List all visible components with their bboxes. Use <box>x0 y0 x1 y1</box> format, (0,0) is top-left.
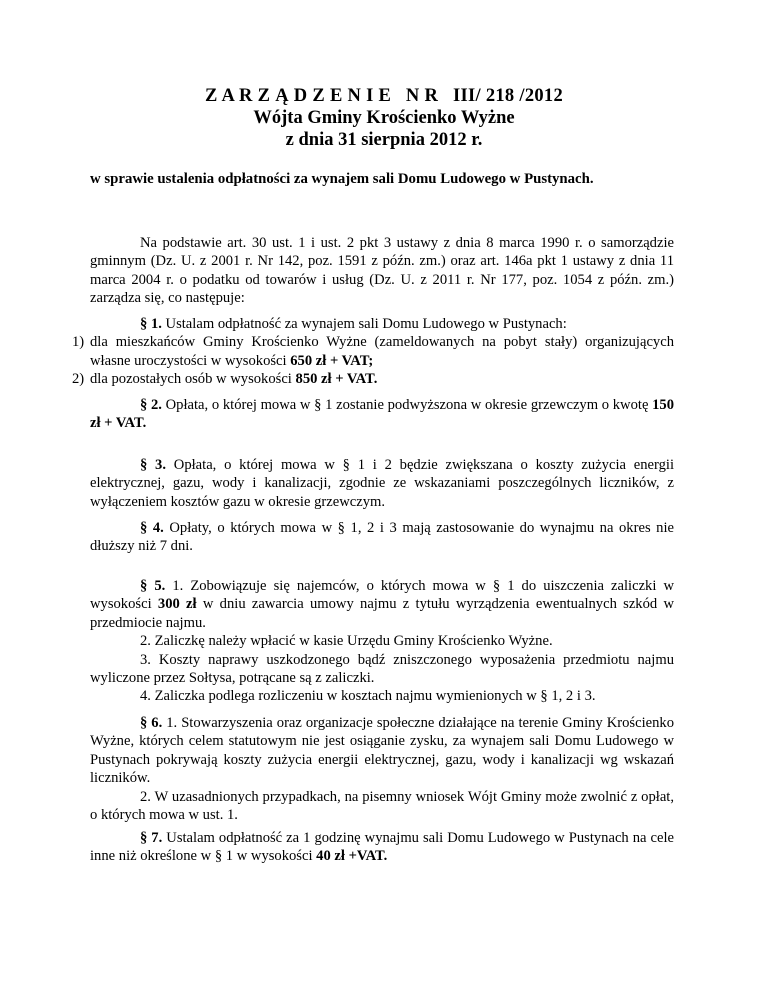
section-7-amount: 40 zł +VAT. <box>316 848 388 865</box>
item-amount: 850 zł + VAT. <box>295 371 378 388</box>
section-7 <box>90 829 674 866</box>
section-3-text: Opłata, o której mowa w § 1 i 2 będzie zwiększana o koszty zużycia energii elektrycznej, gazu, wody i kanalizacji, zgodnie ze wskazaniami poszczególnych liczników, z wyłączeniem kosztów gazu w okresie grzewczym. <box>90 457 675 510</box>
document-title: Z A R Z Ą D Z E N I E N R III/ 218 /2012 <box>204 86 564 106</box>
item-number: 1) <box>72 334 85 351</box>
section-2-amount: 150 zł + VAT. <box>90 397 674 432</box>
section-6-p1: 1. Stowarzyszenia oraz organizacje społeczne działające na terenie Gminy Krościenko Wyżne, których celem statutowym nie jest osiąganie zysku, za wynajem sali Domu Ludowego w Pustynach pokrywają koszty zużycia energii elektrycznej, gazu, wody i kanalizacji wg wskazań liczników. <box>90 715 674 787</box>
section-4 <box>90 519 674 556</box>
section-2 <box>90 396 674 433</box>
item-text: dla pozostałych osób w wysokości <box>90 371 296 388</box>
preamble <box>90 234 674 308</box>
item-amount: 650 zł + VAT; <box>290 352 374 369</box>
item-number: 2) <box>72 371 85 388</box>
section-5-mark: § 5. <box>140 578 166 594</box>
section-4-text: Opłaty, o których mowa w § 1, 2 i 3 mają zastosowanie do wynajmu na okres nie dłuższy niż 7 dni. <box>90 520 675 555</box>
section-2-text: Opłata, o której mowa w § 1 zostanie podwyższona w okresie grzewczym o kwotę <box>161 397 653 413</box>
section-5-p4: 4. Zaliczka podlega rozliczeniu w kosztach najmu wymienionych w § 1, 2 i 3. <box>140 688 596 705</box>
section-3 <box>90 456 674 511</box>
section-6 <box>90 714 674 824</box>
section-1-item-2 <box>72 370 674 388</box>
section-5-p1a: 1. Zobowiązuje się najemców, o których mowa w § 1 do uiszczenia zaliczki w wysokości <box>90 578 674 613</box>
document-author: Wójta Gminy Krościenko Wyżne <box>253 108 515 128</box>
section-5 <box>90 577 674 706</box>
section-6-mark: § 6. <box>140 715 163 731</box>
section-1-item-1 <box>72 333 674 370</box>
section-7-text: Ustalam odpłatność za 1 godzinę wynajmu sali Domu Ludowego w Pustynach na cele inne niż określone w § 1 w wysokości <box>90 830 675 865</box>
section-3-mark: § 3. <box>140 457 167 473</box>
document-subject: w sprawie ustalenia odpłatności za wynajem sali Domu Ludowego w Pustynach. <box>90 171 594 187</box>
section-1-text: Ustalam odpłatność za wynajem sali Domu Ludowego w Pustynach: <box>161 316 567 332</box>
section-1 <box>72 315 674 389</box>
section-5-p3: 3. Koszty naprawy uszkodzonego bądź zniszczonego wyposażenia przedmiotu najmu wyliczone przez Sołtysa, potrącane są z zaliczki. <box>90 651 674 687</box>
section-5-amount: 300 zł <box>157 596 197 613</box>
section-2-mark: § 2. <box>140 397 162 413</box>
item-text: dla mieszkańców Gminy Krościenko Wyżne (zameldowanych na pobyt stały) organizujących własne uroczystości w wysokości <box>90 334 674 369</box>
preamble-text: Na podstawie art. 30 ust. 1 i ust. 2 pkt 3 ustawy z dnia 8 marca 1990 r. o samorządzie gminnym (Dz. U. z 2001 r. Nr 142, poz. 1591 z późn. zm.) oraz art. 146a pkt 1 ustawy z dnia 11 marca 2004 r. o podatku od towarów i usług (Dz. U. z 2011 r. Nr 177, poz. 1054 z późn. zm.) zarządza się, co następuje: <box>90 235 674 307</box>
document-date: z dnia 31 sierpnia 2012 r. <box>285 130 483 150</box>
section-7-mark: § 7. <box>140 830 163 846</box>
section-1-mark: § 1. <box>140 316 162 332</box>
section-5-p2: 2. Zaliczkę należy wpłacić w kasie Urzędu Gminy Krościenko Wyżne. <box>140 633 553 650</box>
section-5-p1b: w dniu zawarcia umowy najmu z tytułu wyrządzenia ewentualnych szkód w przedmiocie najmu. <box>90 596 674 631</box>
section-6-p2: 2. W uzasadnionych przypadkach, na pisemny wniosek Wójt Gminy może zwolnić z opłat, o których mowa w ust. 1. <box>90 788 674 824</box>
section-4-mark: § 4. <box>140 520 164 536</box>
